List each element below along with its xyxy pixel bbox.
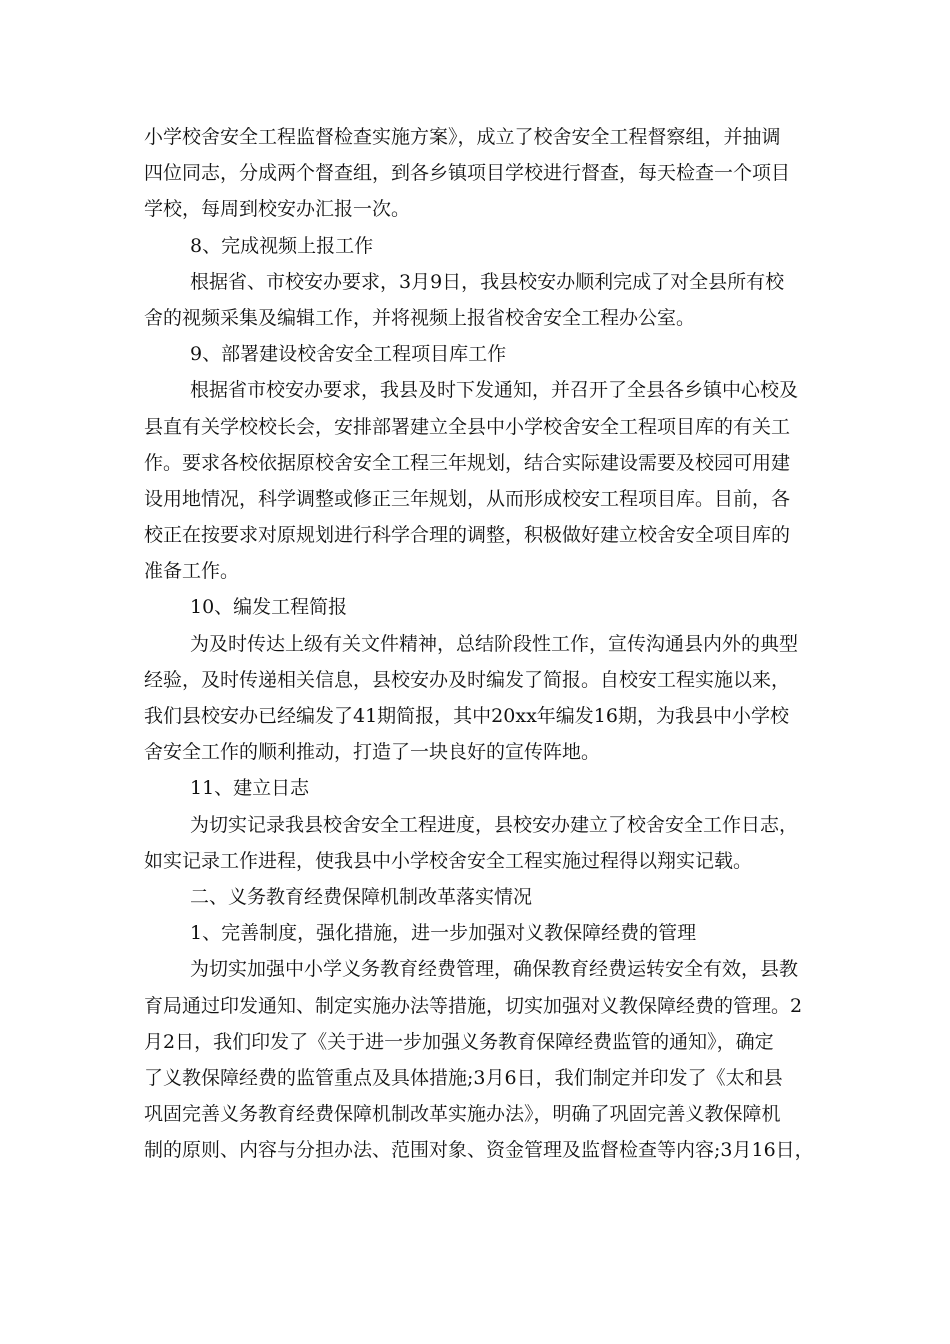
text-line: 设用地情况，科学调整或修正三年规划，从而形成校安工程项目库。目前，各 <box>144 487 791 510</box>
section-heading: 8、完成视频上报工作 <box>190 234 374 257</box>
document-body <box>144 119 824 1168</box>
text-line: 月2日，我们印发了《关于进一步加强义务教育保障经费监管的通知》，确定 <box>144 1030 774 1053</box>
section-heading: 10、编发工程简报 <box>190 596 348 619</box>
text-line: 作。要求各校依据原校舍安全工程三年规划，结合实际建设需要及校园可用建 <box>144 451 791 474</box>
text-line: 根据省、市校安办要求，3月9日，我县校安办顺利完成了对全县所有校 <box>190 270 785 293</box>
text-line: 育局通过印发通知、制定实施办法等措施，切实加强对义教保障经费的管理。2 <box>144 994 803 1017</box>
text-line: 学校，每周到校安办汇报一次。 <box>144 198 411 221</box>
text-line: 县直有关学校校长会，安排部署建立全县中小学校舍安全工程项目库的有关工 <box>144 415 791 438</box>
text-line: 校正在按要求对原规划进行科学合理的调整，积极做好建立校舍安全项目库的 <box>144 524 791 547</box>
text-line: 准备工作。 <box>144 560 240 583</box>
text-line: 巩固完善义务教育经费保障机制改革实施办法》，明确了巩固完善义教保障机 <box>144 1103 781 1126</box>
text-line: 了义教保障经费的监管重点及具体措施;3月6日，我们制定并印发了《太和县 <box>144 1066 783 1089</box>
section-heading: 1、完善制度，强化措施，进一步加强对义教保障经费的管理 <box>190 922 697 945</box>
text-line: 为切实加强中小学义务教育经费管理，确保教育经费运转安全有效，县教 <box>190 958 799 981</box>
text-line: 舍的视频采集及编辑工作，并将视频上报省校舍安全工程办公室。 <box>144 306 696 329</box>
section-heading: 11、建立日志 <box>190 777 310 800</box>
text-line: 如实记录工作进程，使我县中小学校舍安全工程实施过程得以翔实记载。 <box>144 849 753 872</box>
text-line: 经验，及时传递相关信息，县校安办及时编发了简报。自校安工程实施以来， <box>144 668 791 691</box>
text-line: 根据省市校安办要求，我县及时下发通知，并召开了全县各乡镇中心校及 <box>190 379 799 402</box>
section-heading: 二、义务教育经费保障机制改革落实情况 <box>190 885 533 908</box>
text-line: 我们县校安办已经编发了41期简报，其中20xx年编发16期，为我县中小学校 <box>144 705 789 727</box>
text-line: 四位同志，分成两个督查组，到各乡镇项目学校进行督查，每天检查一个项目 <box>144 162 791 185</box>
section-heading: 9、部署建设校舍安全工程项目库工作 <box>190 343 507 366</box>
text-line: 为及时传达上级有关文件精神，总结阶段性工作，宣传沟通县内外的典型 <box>190 632 799 655</box>
text-line: 舍安全工作的顺利推动，打造了一块良好的宣传阵地。 <box>144 741 601 764</box>
text-line: 小学校舍安全工程监督检查实施方案》，成立了校舍安全工程督察组，并抽调 <box>144 126 781 148</box>
text-line: 制的原则、内容与分担办法、范围对象、资金管理及监督检查等内容;3月16日， <box>144 1139 814 1162</box>
text-line: 为切实记录我县校舍安全工程进度，县校安办建立了校舍安全工作日志， <box>190 813 799 836</box>
